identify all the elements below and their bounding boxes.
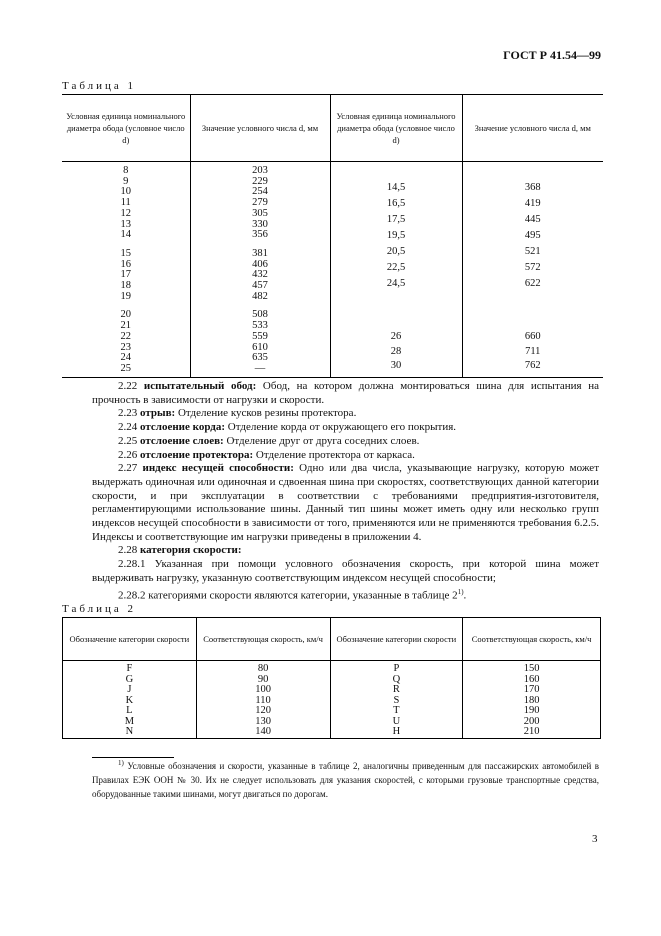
table-cell: 368 bbox=[524, 182, 541, 193]
table-cell: 13 bbox=[120, 218, 131, 230]
table1-left-values-group bbox=[191, 166, 330, 241]
definition-2-22: 2.22 испытательный обод: Обод, на котором должна монтироваться шина для испытания на прочность в зависимости от нагрузки и скорости. bbox=[92, 380, 600, 406]
table1-left-values-group bbox=[191, 310, 330, 374]
table-cell: 559 bbox=[252, 330, 268, 342]
table1-left-codes-group bbox=[62, 249, 190, 303]
table-cell: 17,5 bbox=[386, 214, 406, 225]
table-cell: 26 bbox=[390, 331, 402, 342]
table-cell: 10 bbox=[120, 186, 131, 198]
table2-caption: Таблица 2 bbox=[62, 603, 137, 615]
table-cell: 711 bbox=[525, 345, 541, 357]
table-cell: 521 bbox=[524, 246, 541, 257]
table-cell: M bbox=[124, 715, 135, 727]
table1-right-values bbox=[462, 162, 603, 378]
table2-header-speed-left: Соответствующая скорость, км/ч bbox=[196, 618, 330, 661]
table-cell: 635 bbox=[252, 352, 268, 364]
table2-left-codes bbox=[63, 661, 197, 739]
table-cell: 20,5 bbox=[386, 246, 406, 257]
table1-left-values-group bbox=[191, 249, 330, 303]
footnote-text: Условные обозначения и скорости, указанные в таблице 2, аналогичны приведенным для пассажирских автомобилей в Правилах ЕЭК ООН № 30. Их не следует использовать для указания скоростей, с которыми грузовые транспортные средства, оборудованные такими шинами, могут двигаться по дорогам. bbox=[92, 761, 600, 799]
table-cell: 200 bbox=[523, 715, 540, 727]
table-cell: H bbox=[392, 726, 401, 737]
table-cell: 8 bbox=[123, 165, 129, 176]
table1-right-codes bbox=[330, 162, 462, 378]
table-cell: 19 bbox=[120, 290, 131, 302]
table-cell: 210 bbox=[523, 726, 540, 737]
table-cell: 330 bbox=[252, 218, 268, 230]
footnote-number: 1) bbox=[118, 759, 124, 767]
table1-right-values-group bbox=[463, 180, 604, 292]
table-cell: 279 bbox=[252, 197, 268, 209]
table-cell: U bbox=[392, 715, 401, 727]
table1 bbox=[62, 94, 603, 378]
table-cell: 305 bbox=[252, 207, 268, 219]
table-cell: 508 bbox=[252, 309, 268, 321]
speed-category-list bbox=[63, 664, 196, 738]
table-cell: 17 bbox=[120, 269, 131, 281]
table-cell: 419 bbox=[524, 198, 541, 209]
footnote-reference: 1) bbox=[457, 587, 464, 596]
speed-value-list bbox=[463, 664, 600, 738]
table-cell: 18 bbox=[120, 280, 131, 292]
table1-right-codes-group bbox=[331, 330, 462, 374]
table1-caption: Таблица 1 bbox=[62, 80, 137, 92]
table-cell: L bbox=[126, 705, 133, 716]
table-cell: 24 bbox=[120, 352, 131, 364]
table-cell: 15 bbox=[120, 247, 131, 259]
table1-left-codes-group bbox=[62, 166, 190, 241]
table-cell: 20 bbox=[120, 309, 131, 321]
footnote-separator bbox=[92, 757, 174, 758]
table-cell: P bbox=[393, 663, 400, 674]
table-cell: 457 bbox=[252, 280, 268, 292]
table-cell: 406 bbox=[252, 258, 268, 270]
table-cell: 622 bbox=[524, 278, 541, 289]
definition-2-23: 2.23 отрыв: Отделение кусков резины протектора. bbox=[118, 407, 357, 420]
table-cell: G bbox=[125, 673, 134, 685]
table-cell: 445 bbox=[524, 214, 541, 225]
document-code: ГОСТ Р 41.54—99 bbox=[503, 48, 601, 62]
table-cell: 203 bbox=[252, 165, 268, 176]
table-cell: 80 bbox=[257, 663, 269, 674]
table2-header-category-right: Обозначение категории скорости bbox=[330, 618, 463, 661]
speed-value-list bbox=[197, 664, 330, 738]
definition-2-28: 2.28 категория скорости: bbox=[118, 544, 242, 557]
table-cell: R bbox=[392, 684, 400, 695]
table-cell: 19,5 bbox=[386, 230, 406, 241]
table-cell: 610 bbox=[252, 341, 268, 353]
table-cell: 25 bbox=[120, 362, 131, 374]
table-cell: 254 bbox=[252, 186, 268, 198]
definition-2-27: 2.27 индекс несущей способности: Одно или два числа, указывающие нагрузку, которую может выдержать одиночная или одиночная и сдвоенная шина при скоростях, соответствующих данной категории скорости, и при эксплуатации в соответствии с требованиями предприятия-изготовителя, регламентирующими использование шины. Данный тип шины может иметь одну или несколько групп индексов несущей способности в зависимости от того, применяются или не применяются требования 6.2.5. Индексы и соответствующие им нагрузки приведены в приложении 4. bbox=[92, 462, 600, 543]
table-cell: 150 bbox=[523, 663, 540, 674]
definition-2-26: 2.26 отслоение протектора: Отделение протектора от каркаса. bbox=[118, 448, 415, 461]
table-cell: 23 bbox=[120, 341, 131, 353]
table2-right-speeds bbox=[463, 661, 601, 739]
table-cell: K bbox=[125, 694, 134, 706]
table1-left-values bbox=[190, 162, 330, 378]
definition-2-28-2: 2.28.2 категориями скорости являются категории, указанные в таблице 2$^{1)}$. bbox=[118, 587, 467, 602]
table1-left-codes-group bbox=[62, 310, 190, 374]
page-number: 3 bbox=[592, 833, 598, 845]
table-cell: 24,5 bbox=[386, 278, 406, 289]
definition-2-24: 2.24 отслоение корда: Отделение корда от окружающего его покрытия. bbox=[118, 421, 457, 434]
table-cell: 120 bbox=[255, 705, 271, 716]
table1-header-value-left: Значение условного числа d, мм bbox=[190, 95, 330, 162]
table2 bbox=[62, 617, 601, 739]
table1-header-unit-right: Условная единица номинального диаметра обода (условное число d) bbox=[330, 95, 462, 162]
table-cell: 495 bbox=[524, 230, 541, 241]
table-cell: 381 bbox=[252, 247, 268, 259]
footnote bbox=[92, 759, 599, 801]
table-cell: 229 bbox=[252, 175, 268, 187]
table1-header-value-right: Значение условного числа d, мм bbox=[462, 95, 603, 162]
table-cell: Q bbox=[392, 673, 401, 685]
table-cell: 90 bbox=[257, 673, 269, 685]
table-cell: S bbox=[393, 694, 400, 706]
table-cell: 533 bbox=[252, 320, 268, 332]
table-cell: N bbox=[125, 726, 134, 737]
table-cell: 16 bbox=[120, 258, 131, 270]
table-cell: 21 bbox=[120, 320, 131, 332]
speed-category-list bbox=[331, 664, 463, 738]
table-cell: 11 bbox=[120, 197, 131, 209]
table-cell: 22 bbox=[120, 330, 131, 342]
table-cell: 110 bbox=[255, 694, 271, 706]
table-cell: 160 bbox=[523, 673, 540, 685]
table-cell: 28 bbox=[390, 345, 402, 357]
table-cell: T bbox=[393, 705, 400, 716]
table-cell: 572 bbox=[524, 262, 541, 273]
definitions-block bbox=[92, 380, 599, 603]
table2-right-codes bbox=[330, 661, 463, 739]
table-cell: 762 bbox=[524, 360, 541, 371]
table-cell: 12 bbox=[120, 207, 131, 219]
table1-header-unit-left: Условная единица номинального диаметра обода (условное число d) bbox=[66, 111, 186, 145]
table2-left-speeds bbox=[196, 661, 330, 739]
table-cell: 190 bbox=[523, 705, 540, 716]
table-cell: F bbox=[126, 663, 133, 674]
table-cell: 356 bbox=[252, 229, 268, 241]
table-cell: J bbox=[127, 684, 132, 695]
table-cell: 14,5 bbox=[386, 182, 406, 193]
table-cell: 14 bbox=[120, 229, 131, 241]
definition-2-28-1: 2.28.1 Указанная при помощи условного обозначения скорость, при которой шина может выдерживать нагрузку, указанную соответствующим индексом несущей способности; bbox=[92, 558, 599, 584]
table-cell: 140 bbox=[255, 726, 271, 737]
table-cell: 9 bbox=[123, 175, 129, 187]
table-cell: 30 bbox=[390, 360, 402, 371]
table-cell: 100 bbox=[255, 684, 271, 695]
table-cell: 170 bbox=[523, 684, 540, 695]
table-cell: 180 bbox=[523, 694, 540, 706]
table-cell: 16,5 bbox=[386, 198, 406, 209]
table2-header-category-left: Обозначение категории скорости bbox=[63, 618, 197, 661]
table-cell: 432 bbox=[252, 269, 268, 281]
table-cell: 482 bbox=[252, 290, 268, 302]
table-cell: — bbox=[254, 362, 266, 374]
table1-right-values-group bbox=[463, 330, 604, 374]
table1-left-codes bbox=[62, 162, 190, 378]
table-cell: 130 bbox=[255, 715, 271, 727]
table-cell: 22,5 bbox=[386, 262, 406, 273]
table2-header-speed-right: Соответствующая скорость, км/ч bbox=[463, 618, 601, 661]
table-cell: 660 bbox=[524, 331, 541, 342]
definition-2-25: 2.25 отслоение слоев: Отделение друг от друга соседних слоев. bbox=[118, 434, 420, 447]
table1-right-codes-group bbox=[331, 180, 462, 292]
